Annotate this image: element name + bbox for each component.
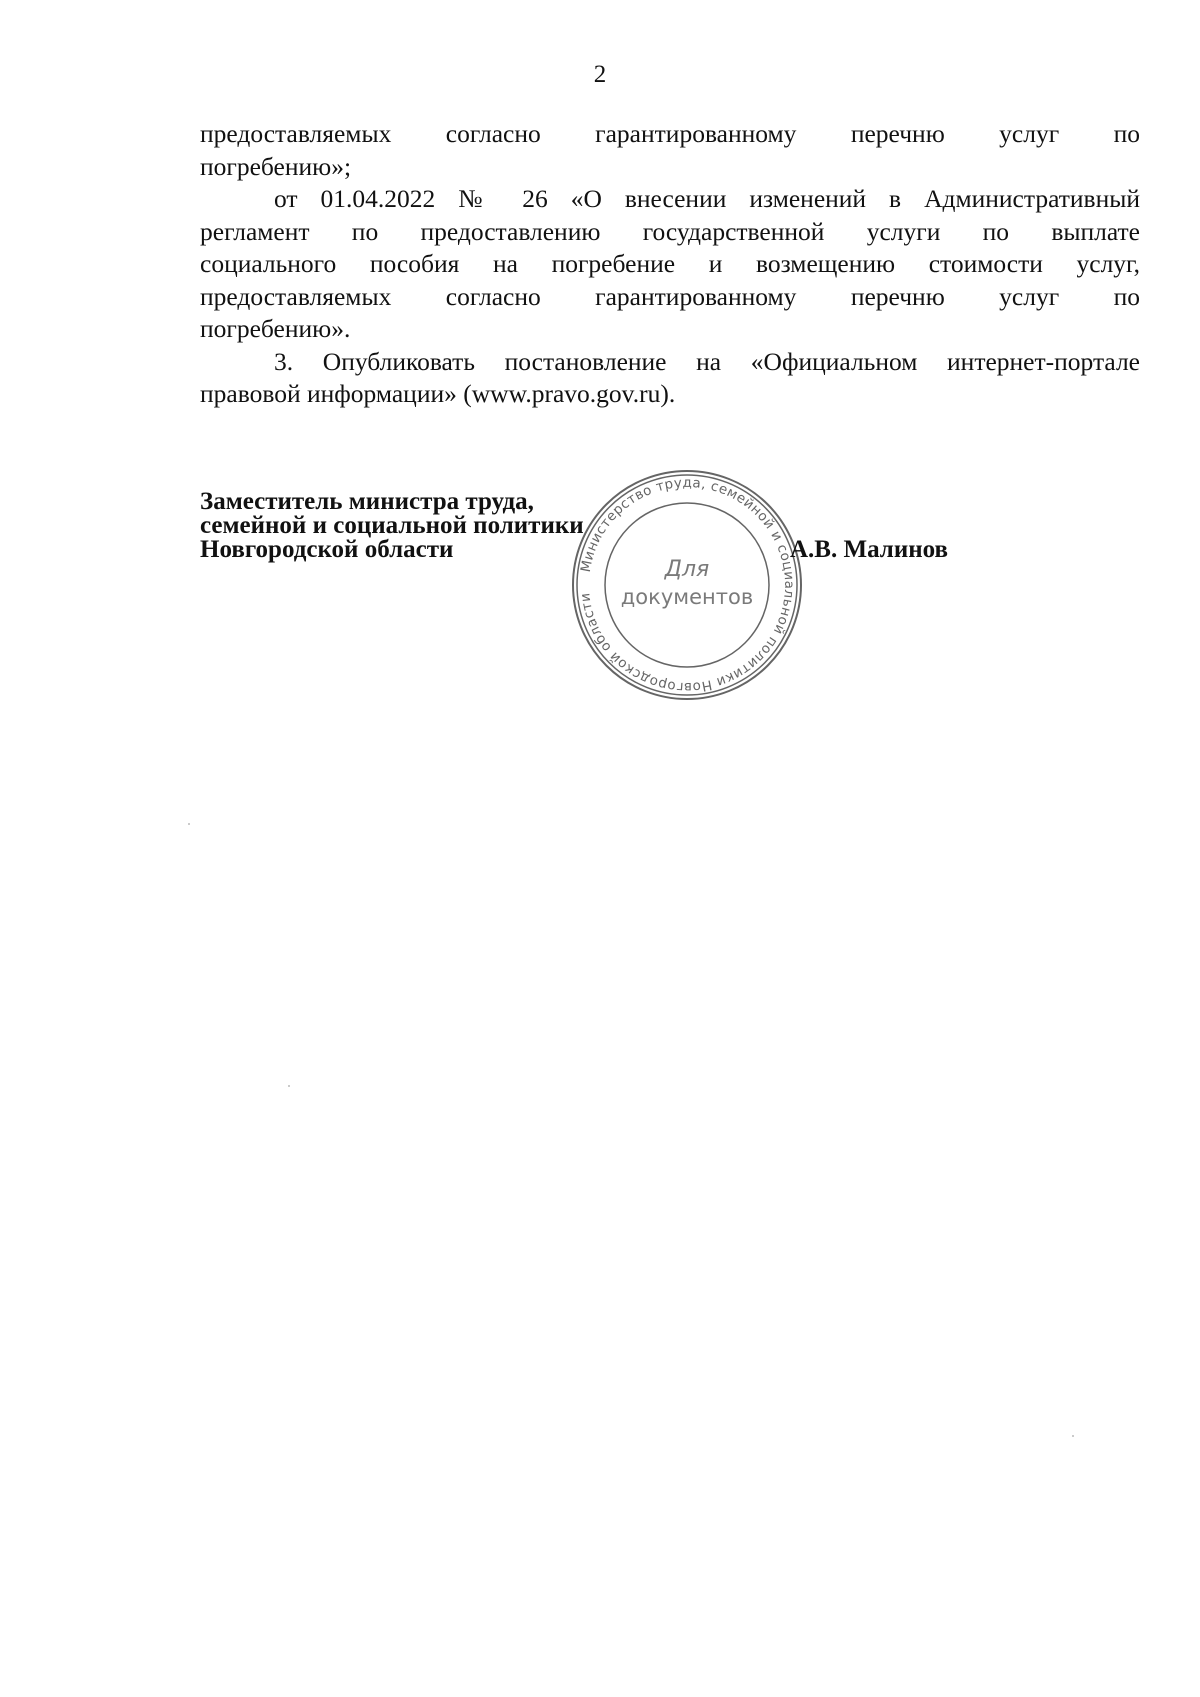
scan-speck xyxy=(1072,1435,1074,1437)
signatory-position-line-2: семейной и социальной политики xyxy=(200,512,584,539)
scan-speck xyxy=(188,823,190,825)
document-body xyxy=(200,118,1140,411)
signatory-position xyxy=(200,490,584,562)
signatory-name: А.В. Малинов xyxy=(790,536,949,563)
paragraph-2-line-3: социального пособия на погребение и возмещению стоимости услуг, xyxy=(200,249,1140,278)
signatory-position-line-3: Новгородской области xyxy=(200,536,454,563)
paragraph-2 xyxy=(200,183,1140,346)
stamp-outer-text: Министерство труда, семейной и социальной политики Новгородской области xyxy=(577,474,798,696)
paragraph-2-line-4: предоставляемых согласно гарантированному перечню услуг по xyxy=(200,281,1140,311)
paragraph-2-line-5: погребению». xyxy=(200,314,351,343)
stamp-center-line-2: документов xyxy=(620,585,754,609)
official-stamp xyxy=(570,468,804,702)
paragraph-3 xyxy=(200,346,1140,411)
signature-block xyxy=(200,474,1140,710)
scan-speck xyxy=(288,1085,290,1087)
paragraph-1 xyxy=(200,118,1140,183)
page-number: 2 xyxy=(593,61,607,88)
paragraph-3-line-1: 3. Опубликовать постановление на «Официальном интернет-портале xyxy=(274,346,1140,376)
paragraph-3-line-2: правовой информации» (www.pravo.gov.ru). xyxy=(200,379,676,408)
paragraph-2-line-2: регламент по предоставлению государственной услуги по выплате xyxy=(200,216,1140,246)
stamp-center-line-1: Для xyxy=(664,557,710,582)
paragraph-2-line-1: от 01.04.2022 № 26 «О внесении изменений в Административный xyxy=(274,184,1140,213)
signatory-position-line-1: Заместитель министра труда, xyxy=(200,488,534,515)
paragraph-1-line-2: погребению»; xyxy=(200,151,352,181)
paragraph-1-line-1: предоставляемых согласно гарантированному перечню услуг по xyxy=(200,119,1140,148)
